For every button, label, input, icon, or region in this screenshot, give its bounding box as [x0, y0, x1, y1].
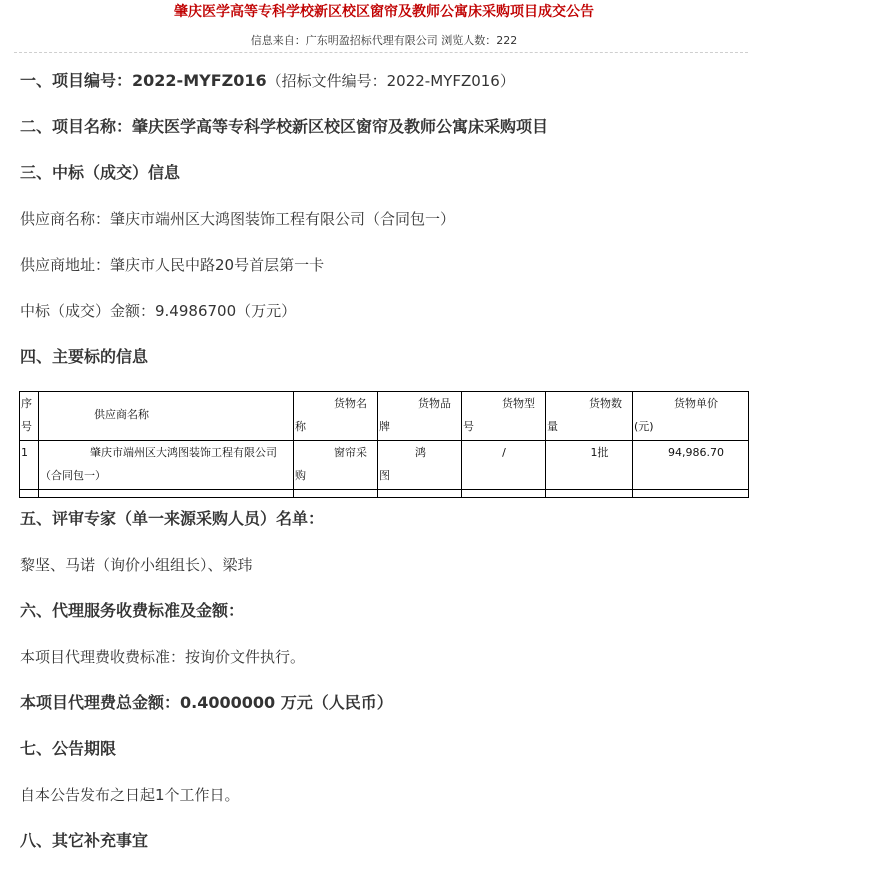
views-label: 浏览人数：: [441, 34, 497, 47]
cell-quantity: 1批: [546, 441, 633, 490]
section-main-items-heading: 四、主要标的信息: [20, 347, 149, 366]
cell-goods-name: 窗帘采 购: [294, 441, 378, 490]
section-other-heading: 八、其它补充事宜: [20, 831, 149, 850]
supplier-address: 供应商地址：肇庆市人民中路20号首层第一卡: [20, 256, 325, 274]
project-number-label: 一、项目编号：: [20, 71, 133, 90]
supplier-name: 供应商名称：肇庆市端州区大鸿图装饰工程有限公司（合同包一）: [20, 210, 456, 228]
header-brand: 货物品 牌: [378, 392, 462, 441]
header-model: 货物型 号: [462, 392, 546, 441]
section-period-heading: 七、公告期限: [20, 739, 117, 758]
project-name-label: 二、项目名称：: [20, 117, 133, 136]
fee-standard: 本项目代理费收费标准：按询价文件执行。: [20, 648, 306, 666]
article-meta: [0, 33, 768, 49]
cell-brand: 鸿 图: [378, 441, 462, 490]
header-no: 序 号: [20, 392, 39, 441]
tender-doc-number: （招标文件编号：2022-MYFZ016）: [266, 72, 515, 90]
section-project-number: [20, 70, 515, 92]
header-supplier: 供应商名称: [39, 392, 294, 441]
views-count: 222: [496, 34, 518, 47]
cell-supplier: 肇庆市端州区大鸿图装饰工程有限公司 （合同包一）: [39, 441, 294, 490]
cell-no: 1: [20, 441, 39, 490]
table-row: [20, 441, 749, 490]
fee-total: 本项目代理费总金额：0.4000000 万元（人民币）: [20, 693, 393, 712]
source-label: 信息来自：: [250, 34, 306, 47]
cell-model: /: [462, 441, 546, 490]
section-experts-heading: 五、评审专家（单一来源采购人员）名单：: [20, 509, 325, 528]
section-award-heading: 三、中标（成交）信息: [20, 163, 181, 182]
source-value: 广东明盈招标代理有限公司: [305, 34, 438, 47]
cell-unit-price: 94,986.70: [633, 441, 749, 490]
project-name-value: 肇庆医学高等专科学校新区校区窗帘及教师公寓床采购项目: [132, 117, 549, 136]
section-project-name: [20, 116, 548, 138]
header-unit-price: 货物单价 (元): [633, 392, 749, 441]
announcement-period: 自本公告发布之日起1个工作日。: [20, 786, 240, 804]
section-fee-heading: 六、代理服务收费标准及金额：: [20, 601, 245, 620]
expert-list: 黎坚、马诺（询价小组组长）、梁玮: [20, 556, 253, 574]
header-goods-name: 货物名 称: [294, 392, 378, 441]
project-number-value: 2022-MYFZ016: [132, 71, 267, 90]
header-divider: [14, 52, 748, 53]
table-header-row: [20, 392, 749, 441]
header-quantity: 货物数 量: [546, 392, 633, 441]
announcement-title: 肇庆医学高等专科学校新区校区窗帘及教师公寓床采购项目成交公告: [174, 4, 594, 20]
table-empty-row: [20, 490, 749, 498]
main-items-table: [19, 391, 749, 498]
award-amount: 中标（成交）金额：9.4986700（万元）: [20, 302, 297, 320]
